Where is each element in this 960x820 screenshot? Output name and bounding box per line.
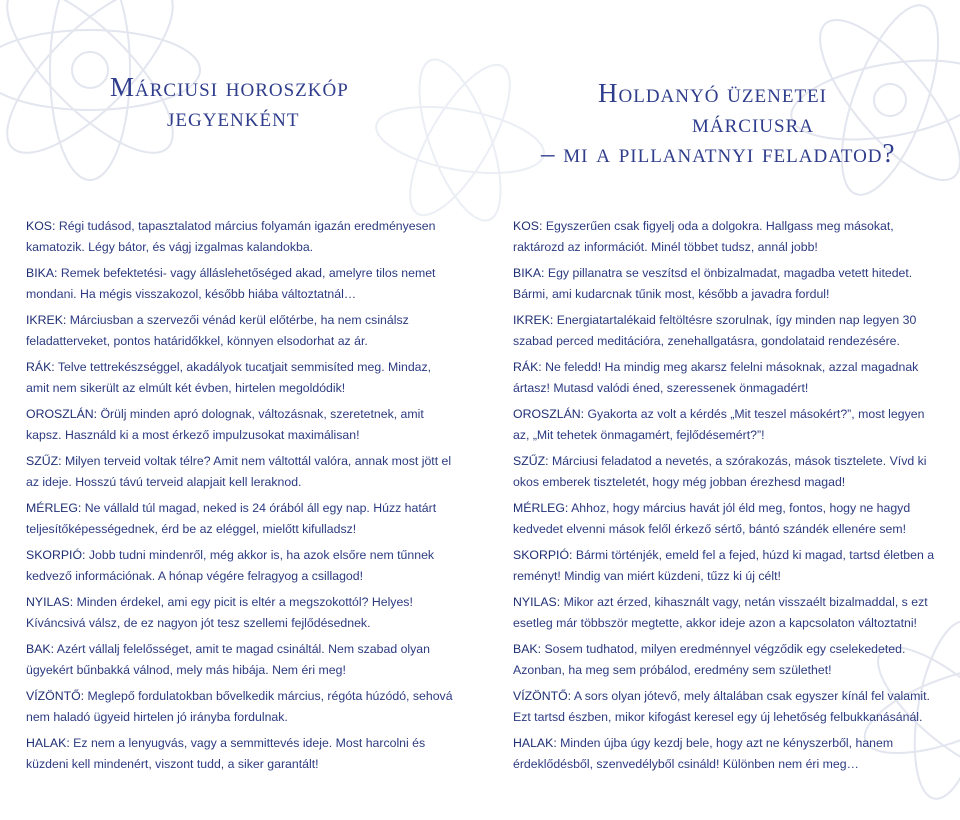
right-message-list [513,216,943,780]
left-entry-skorpio [26,545,456,586]
entry-text: Gyakorta az volt a kérdés „Mit teszel másokért?”, most legyen az, „Mit tehetek önmagamért, fejlődésemért?”! [513,407,925,442]
left-entry-vizonto [26,686,456,727]
right-entry-kos [513,216,943,257]
right-title-line: – mi a pillanatnyi feladatod? [541,138,896,168]
entry-text: Márciusi feladatod a nevetés, a szórakozás, mások tisztelete. Vívd ki okos emberek tiszteletét, hogy még jobban érezhesd magad! [513,454,927,489]
left-entry-bika [26,263,456,304]
sign-label: BIKA: [513,266,545,280]
right-page-title [541,78,918,168]
sign-label: HALAK: [513,736,557,750]
right-entry-halak [513,733,943,774]
entry-text: Sosem tudhatod, milyen eredménnyel végződik egy cselekedeted. Azonban, ha meg sem próbálod, eredmény sem születhet! [513,642,906,677]
entry-text: Energiatartalékaid feltöltésre szorulnak, így minden nap legyen 30 szabad perced meditációra, zenehallgatásra, gondolataid rendezésére. [513,313,917,348]
sign-label: NYILAS: [513,595,561,609]
sign-label: HALAK: [26,736,70,750]
entry-text: Minden újba úgy kezdj bele, hogy azt ne kényszerből, hanem érdeklődésből, szenvedélyből csináld! Különben nem éri meg… [513,736,894,771]
sign-label: BAK: [26,642,55,656]
right-entry-oroszlan [513,404,943,445]
right-entry-merleg [513,498,943,539]
left-entry-rak [26,357,456,398]
entry-text: Egy pillanatra se veszítsd el önbizalmadat, magadba vetett hitedet. Bármi, ami kudarcnak tűnik most, később a javadra fordul! [513,266,913,301]
sign-label: BAK: [513,642,542,656]
sign-label: KOS: [26,219,56,233]
sign-label: IKREK: [26,313,67,327]
right-entry-nyilas [513,592,943,633]
sign-label: IKREK: [513,313,554,327]
entry-text: Jobb tudni mindenről, még akkor is, ha azok elsőre nem tűnnek kedvező információnak. A hónap végére felragyog a csillagod! [26,548,435,583]
sign-label: BIKA: [26,266,58,280]
sign-label: OROSZLÁN: [513,407,585,421]
left-entry-nyilas [26,592,456,633]
entry-text: Telve tettrekészséggel, akadályok tucatjait semmisíted meg. Mindaz, amit nem sikerült az elmúlt két évben, hirtelen megoldódik! [26,360,432,395]
sign-label: MÉRLEG: [26,501,82,515]
sign-label: SZŰZ: [26,454,62,468]
entry-text: Örülj minden apró dolognak, változásnak, szeretetnek, amit kapsz. Használd ki a most érkező impulzusokat maximálisan! [26,407,424,442]
sign-label: OROSZLÁN: [26,407,98,421]
sign-label: KOS: [513,219,543,233]
entry-text: Ne vállald túl magad, neked is 24 órából áll egy nap. Húzz határt teljesítőképességednek, érd be az eléggel, mielőtt kifulladsz! [26,501,437,536]
left-title-line: Márciusi horoszkóp [110,72,349,102]
right-entry-ikrek [513,310,943,351]
entry-text: Meglepő fordulatokban bővelkedik március, régóta húzódó, sehová nem haladó ügyeid hirtelen jó irányba fordulnak. [26,689,453,724]
right-entry-vizonto [513,686,943,727]
entry-text: Ez nem a lenyugvás, vagy a semmittevés ideje. Most harcolni és küzdeni kell mindenért, viszont tudd, a siker garantált! [26,736,426,771]
left-entry-halak [26,733,456,774]
left-entry-merleg [26,498,456,539]
entry-text: Azért vállalj felelősséget, amit te magad csináltál. Nem szabad olyan ügyekért bűnbakká válnod, mely más hibája. Nem éri meg! [26,642,430,677]
left-entry-kos [26,216,456,257]
sign-label: RÁK: [513,360,542,374]
right-entry-rak [513,357,943,398]
left-title-line: jegyenként [167,102,300,132]
entry-text: Bármi történjék, emeld fel a fejed, húzd ki magad, tartsd életben a reményt! Mindig van miért küzdeni, tűzz ki új célt! [513,548,935,583]
right-title-line: márciusra [692,108,814,138]
sign-label: NYILAS: [26,595,74,609]
left-entry-szuz [26,451,456,492]
entry-text: Milyen terveid voltak télre? Amit nem váltottál valóra, annak most jött el az ideje. Hosszú távú terveid alapjait kell leraknod. [26,454,452,489]
sign-label: SKORPIÓ: [513,548,573,562]
left-entry-ikrek [26,310,456,351]
right-entry-skorpio [513,545,943,586]
entry-text: Régi tudásod, tapasztalatod március folyamán igazán eredményesen kamatozik. Légy bátor, és vágj izgalmas kalandokba. [26,219,436,254]
right-title-line: Holdanyó üzenetei [598,78,827,108]
sign-label: SZŰZ: [513,454,549,468]
entry-text: Remek befektetési- vagy álláslehetőséged akad, amelyre tilos nemet mondani. Ha mégis visszakozol, később hiába változtatnál… [26,266,436,301]
sign-label: MÉRLEG: [513,501,569,515]
entry-text: A sors olyan jótevő, mely általában csak egyszer kínál fel valamit. Ezt tartsd észben, mikor kifogást keresel egy új lehetőség felbukkanásánál. [513,689,930,724]
entry-text: Ahhoz, hogy március havát jól éld meg, fontos, hogy ne hagyd kedvedet elvenni mások felől érkező sértő, bántó szándék ellenére sem! [513,501,911,536]
left-page-title [110,72,349,132]
left-entry-oroszlan [26,404,456,445]
left-horoscope-list [26,216,456,780]
sign-label: SKORPIÓ: [26,548,86,562]
right-entry-szuz [513,451,943,492]
sign-label: VÍZÖNTŐ: [513,689,572,703]
right-entry-bika [513,263,943,304]
right-entry-bak [513,639,943,680]
flower-decoration-center [350,40,570,240]
left-entry-bak [26,639,456,680]
entry-text: Mikor azt érzed, kihasznált vagy, netán visszaélt bizalmaddal, s ezt esetleg már többször megtette, akkor ideje azon a kapcsolaton változtatni! [513,595,928,630]
entry-text: Egyszerűen csak figyelj oda a dolgokra. Hallgass meg másokat, raktározd az információt. Minél többet tudsz, annál jobb! [513,219,894,254]
entry-text: Minden érdekel, ami egy picit is eltér a megszokottól? Helyes! Kíváncsivá válsz, de ez nagyon jót tesz szellemi fejlődésednek. [26,595,413,630]
sign-label: VÍZÖNTŐ: [26,689,85,703]
sign-label: RÁK: [26,360,55,374]
entry-text: Márciusban a szervezői vénád kerül előtérbe, ha nem csinálsz feladatterveket, pontos határidőkkel, könnyen elsodorhat az ár. [26,313,409,348]
entry-text: Ne feledd! Ha mindig meg akarsz felelni másoknak, azzal magadnak ártasz! Mutasd valódi éned, szeressenek önmagadért! [513,360,919,395]
